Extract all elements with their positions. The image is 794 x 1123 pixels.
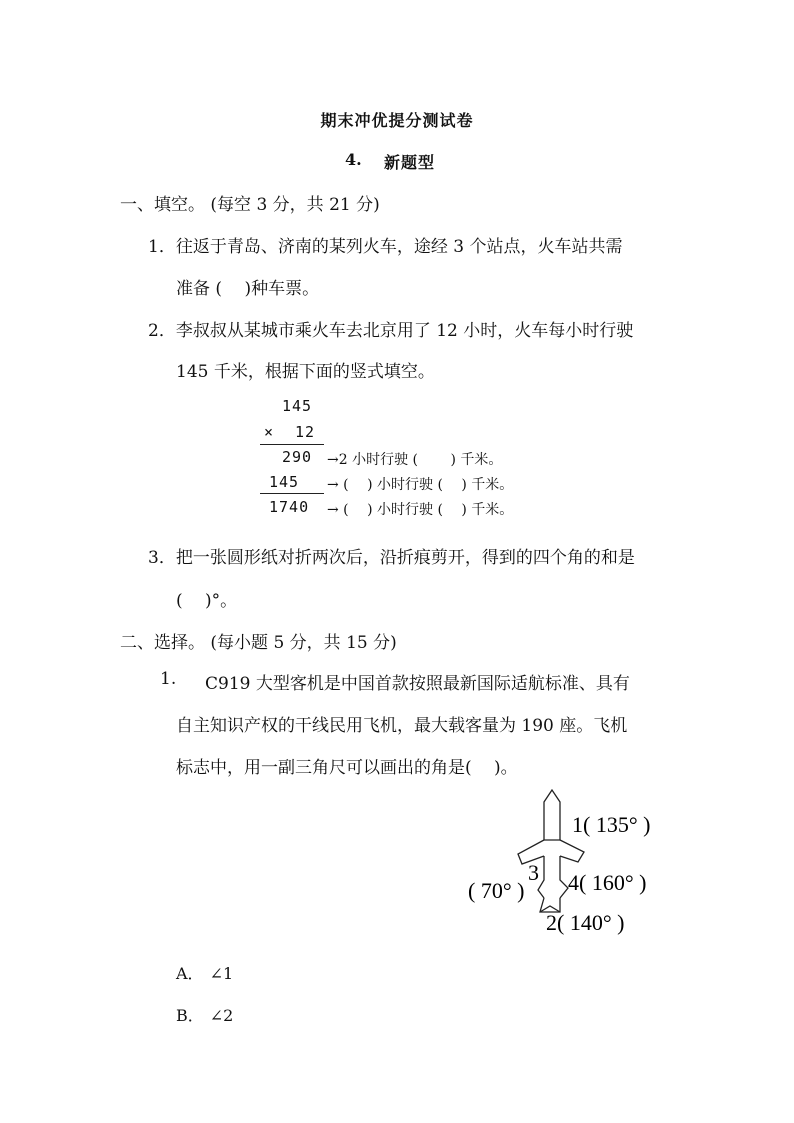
option-a-letter: A．: [176, 964, 204, 983]
angle-3-label: 3: [528, 860, 539, 885]
angle-2-label: 2( 140° ): [546, 910, 625, 935]
s1-q1-line1: 1．往返于青岛、济南的某列火车，途经 3 个站点，火车站共需: [148, 237, 623, 257]
angle-3-degree: ( 70° ): [468, 878, 525, 903]
s1-q1-line2: 准备 ( )种车票。: [176, 279, 320, 299]
option-a[interactable]: [176, 961, 233, 984]
s1-q2-line1: 2．李叔叔从某城市乘火车去北京用了 12 小时，火车每小时行驶: [148, 321, 634, 341]
s1-q2-line2: 145 千米，根据下面的竖式填空。: [176, 362, 435, 382]
angle-1-label: 1( 135° ): [572, 812, 651, 837]
option-b[interactable]: [176, 1003, 233, 1026]
calc-note2: → ( ) 小时行驶 ( ) 千米。: [327, 477, 514, 493]
calc-row4: 145: [269, 473, 300, 491]
s2-q1-number: 1.: [160, 669, 177, 689]
option-b-text: ∠2: [209, 1006, 234, 1025]
section1-heading: 一、填空。 (每空 3 分，共 21 分): [120, 195, 380, 215]
s2-q1-line3: 标志中，用一副三角尺可以画出的角是( )。: [176, 758, 518, 778]
airplane-logo-figure: [460, 780, 700, 945]
calc-line-1: [260, 444, 324, 445]
calc-row3: 290: [282, 448, 313, 466]
subtitle: 新题型: [384, 153, 436, 172]
s2-q1-line2: 自主知识产权的干线民用飞机，最大载客量为 190 座。飞机: [176, 716, 628, 736]
calc-row5: 1740: [269, 498, 310, 516]
option-a-text: ∠1: [209, 964, 234, 983]
s1-q3-line1: 3．把一张圆形纸对折两次后，沿折痕剪开，得到的四个角的和是: [148, 548, 635, 568]
calc-row2: 12: [295, 423, 316, 441]
subtitle-number: 4.: [345, 150, 362, 169]
calc-operator: ×: [264, 423, 275, 441]
s1-q3-line2: ( )°。: [176, 591, 238, 611]
option-b-letter: B．: [176, 1006, 204, 1025]
section2-heading: 二、选择。 (每小题 5 分，共 15 分): [120, 633, 397, 653]
page-title: 期末冲优提分测试卷: [320, 111, 474, 130]
calc-row1: 145: [282, 397, 313, 415]
calc-line-2: [260, 493, 324, 494]
calc-note1: →2 小时行驶 ( ) 千米。: [327, 452, 503, 468]
s2-q1-line1: C919 大型客机是中国首款按照最新国际适航标准、具有: [205, 674, 630, 694]
calc-note3: → ( ) 小时行驶 ( ) 千米。: [327, 502, 514, 518]
angle-4-label: 4( 160° ): [568, 870, 647, 895]
